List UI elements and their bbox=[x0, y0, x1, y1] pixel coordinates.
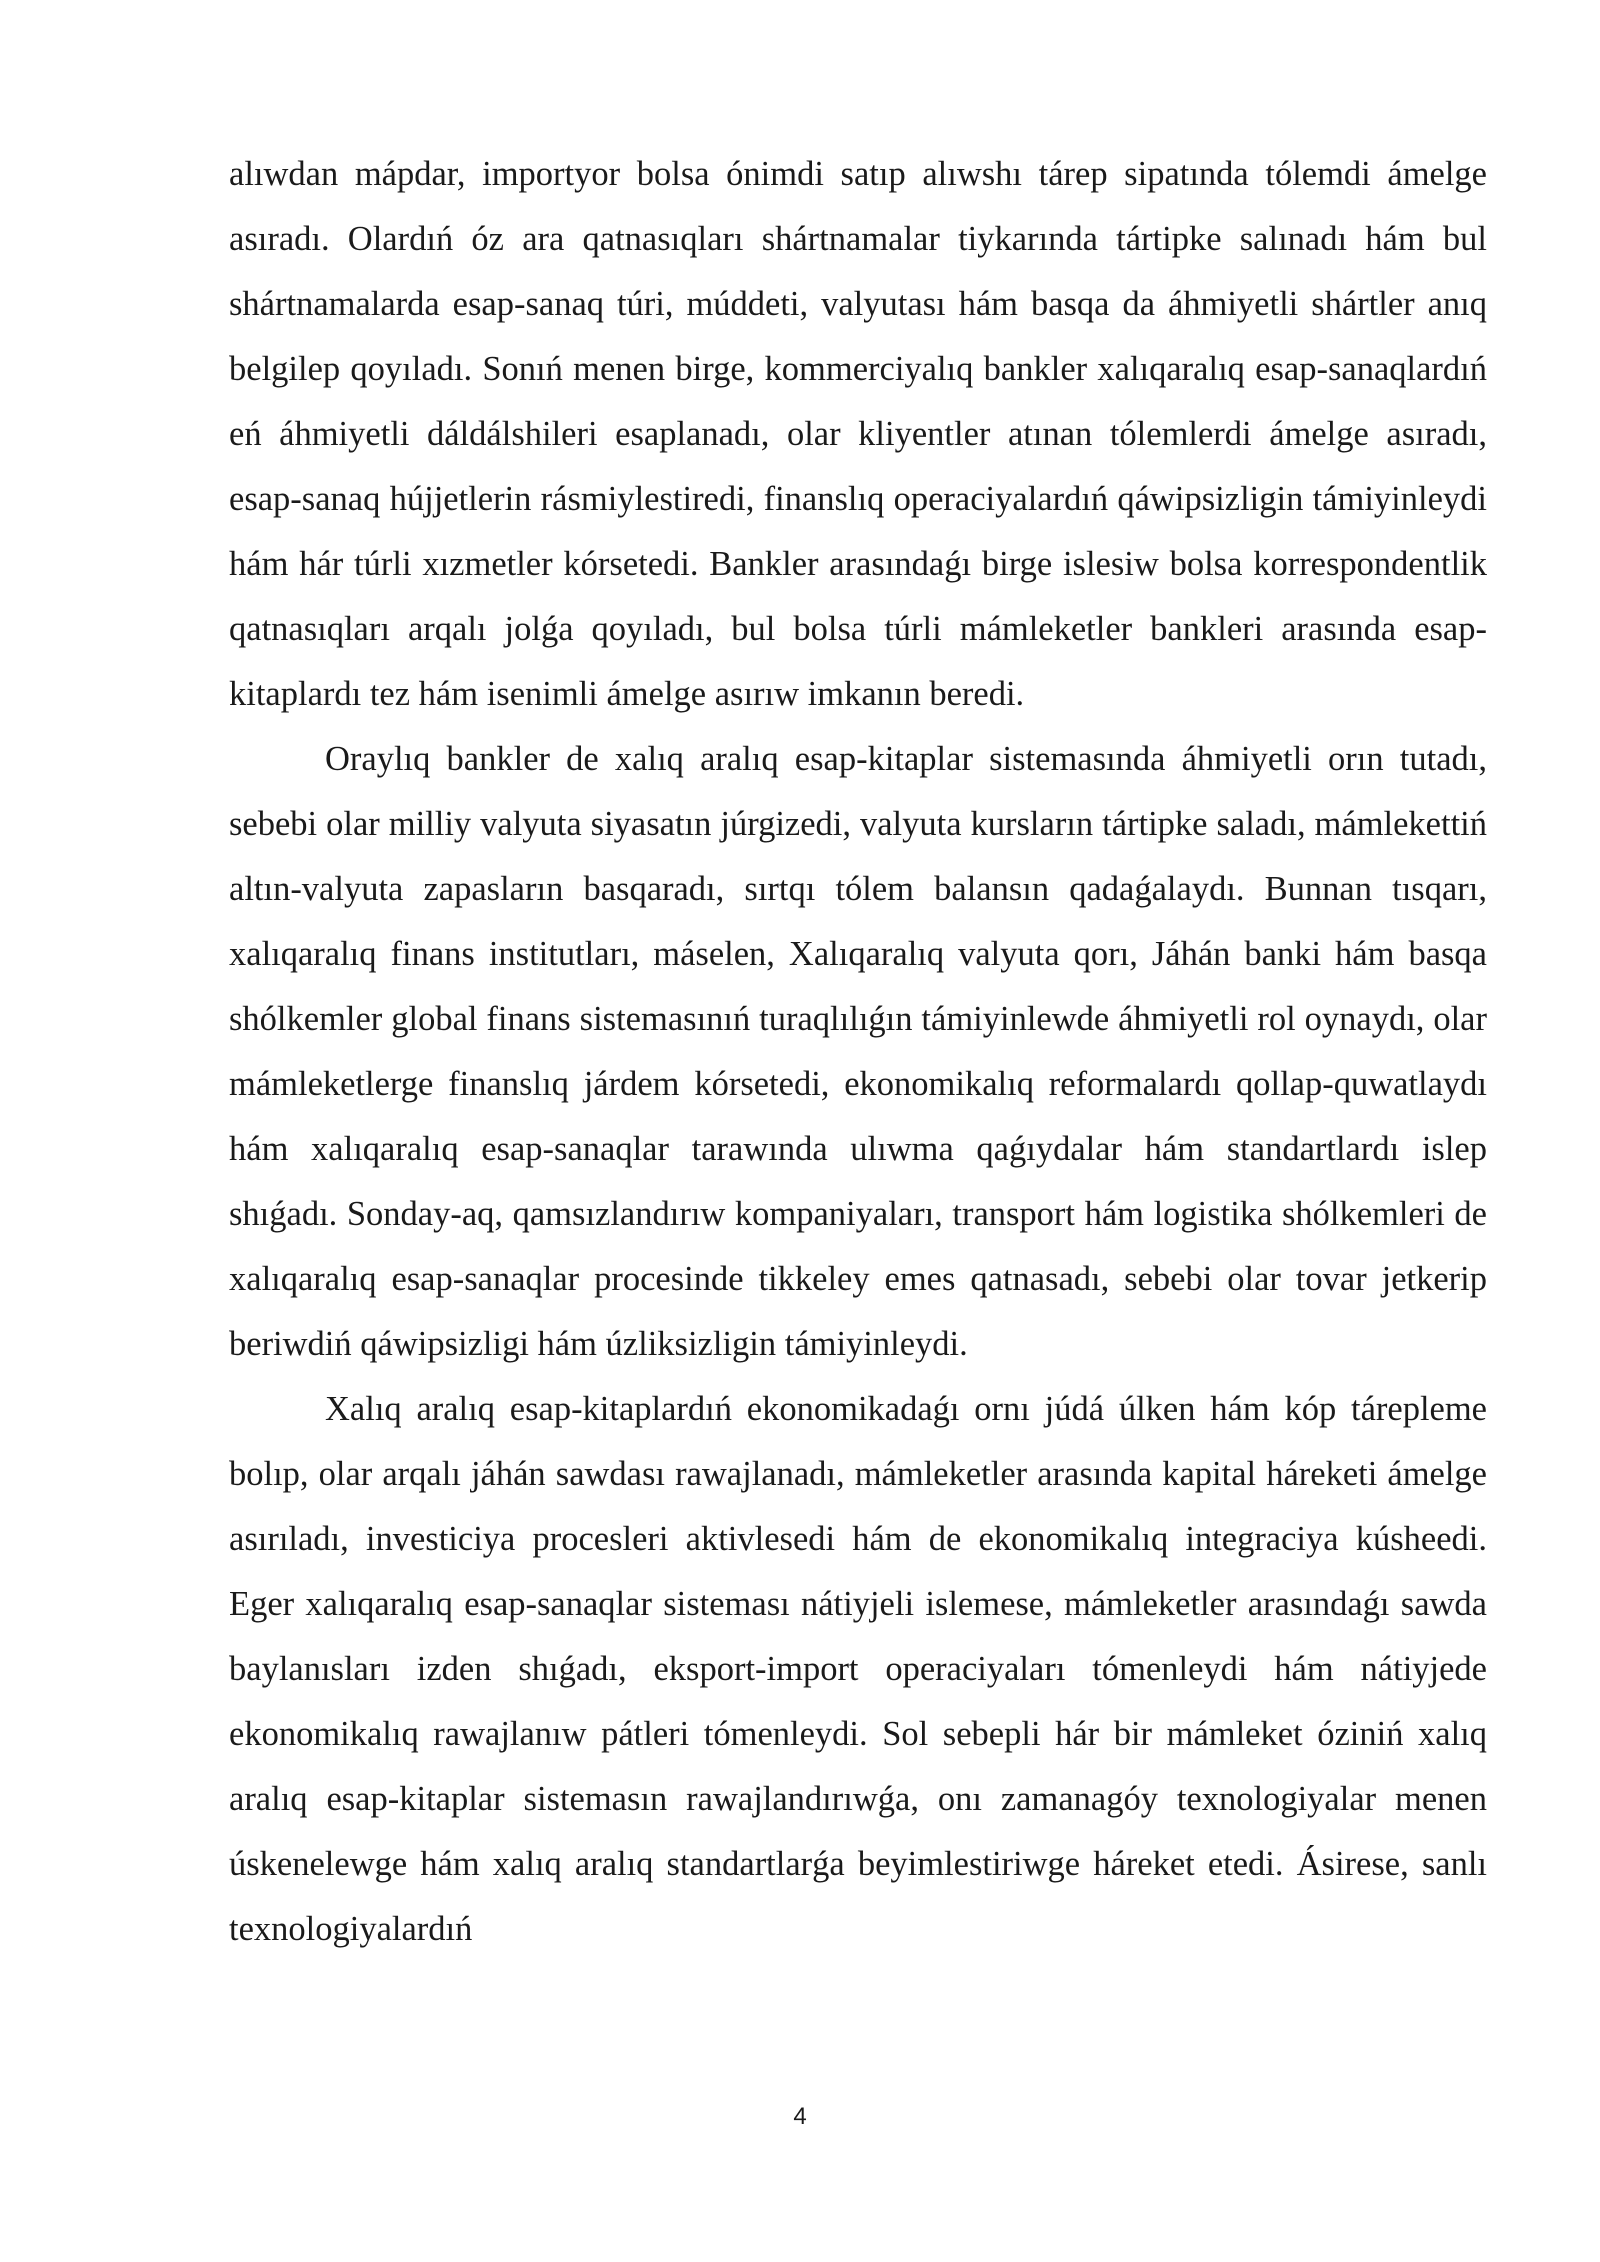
paragraph-3: Xalıq aralıq esap-kitaplardıń ekonomikadaǵı ornı júdá úlken hám kóp tárepleme bolıp, olar arqalı jáhán sawdası rawajlanadı, mámleketler arasında kapital háreketi ámelge asırıladı, investiciya procesleri aktivlesedi hám de ekonomikalıq integraciya kúsheedi. Eger xalıqaralıq esap-sanaqlar sisteması nátiyjeli islemese, mámleketler arasındaǵı sawda baylanısları izden shıǵadı, eksport-import operaciyaları tómenleydi hám nátiyjede ekonomikalıq rawajlanıw pátleri tómenleydi. Sol sebepli hár bir mámleket óziniń xalıq aralıq esap-kitaplar sistemasın rawajlandırıwǵa, onı zamanagóy texnologiyalar menen úskenelewge hám xalıq aralıq standartlarǵa beyimlestiriwge háreket etedi. Ásirese, sanlı texnologiyalardıń bbox=[229, 1390, 1487, 1948]
page-number: 4 bbox=[793, 2103, 807, 2130]
paragraph-1: alıwdan mápdar, importyor bolsa ónimdi satıp alıwshı tárep sipatında tólemdi ámelge asıradı. Olardıń óz ara qatnasıqları shártnamalar tiykarında tártipke salınadı hám bul shártnamalarda esap-sanaq túri, múddeti, valyutası hám basqa da áhmiyetli shártler anıq belgilep qoyıladı. Sonıń menen birge, kommerciyalıq bankler xalıqaralıq esap-sanaqlardıń eń áhmiyetli dáldálshileri esaplanadı, olar kliyentler atınan tólemlerdi ámelge asıradı, esap-sanaq hújjetlerin rásmiylestiredi, finanslıq operaciyalardıń qáwipsizligin támiyinleydi hám hár túrli xızmetler kórsetedi. Bankler arasındaǵı birge islesiw bolsa korrespondentlik qatnasıqları arqalı jolǵa qoyıladı, bul bolsa túrli mámleketler bankleri arasında esap-kitaplardı tez hám isenimli ámelge asırıw imkanın beredi. bbox=[229, 155, 1487, 713]
paragraph-2: Oraylıq bankler de xalıq aralıq esap-kitaplar sistemasında áhmiyetli orın tutadı, sebebi olar milliy valyuta siyasatın júrgizedi, valyuta kursların tártipke saladı, mámlekettiń altın-valyuta zapasların basqaradı, sırtqı tólem balansın qadaǵalaydı. Bunnan tısqarı, xalıqaralıq finans institutları, máselen, Xalıqaralıq valyuta qorı, Jáhán banki hám basqa shólkemler global finans sistemasınıń turaqlılıǵın támiyinlewde áhmiyetli rol oynaydı, olar mámleketlerge finanslıq járdem kórsetedi, ekonomikalıq reformalardı qollap-quwatlaydı hám xalıqaralıq esap-sanaqlar tarawında ulıwma qaǵıydalar hám standartlardı islep shıǵadı. Sonday-aq, qamsızlandırıw kompaniyaları, transport hám logistika shólkemleri de xalıqaralıq esap-sanaqlar procesinde tikkeley emes qatnasadı, sebebi olar tovar jetkerip beriwdiń qáwipsizligi hám úzliksizligin támiyinleydi. bbox=[229, 740, 1487, 1363]
document-body bbox=[229, 142, 1487, 1962]
